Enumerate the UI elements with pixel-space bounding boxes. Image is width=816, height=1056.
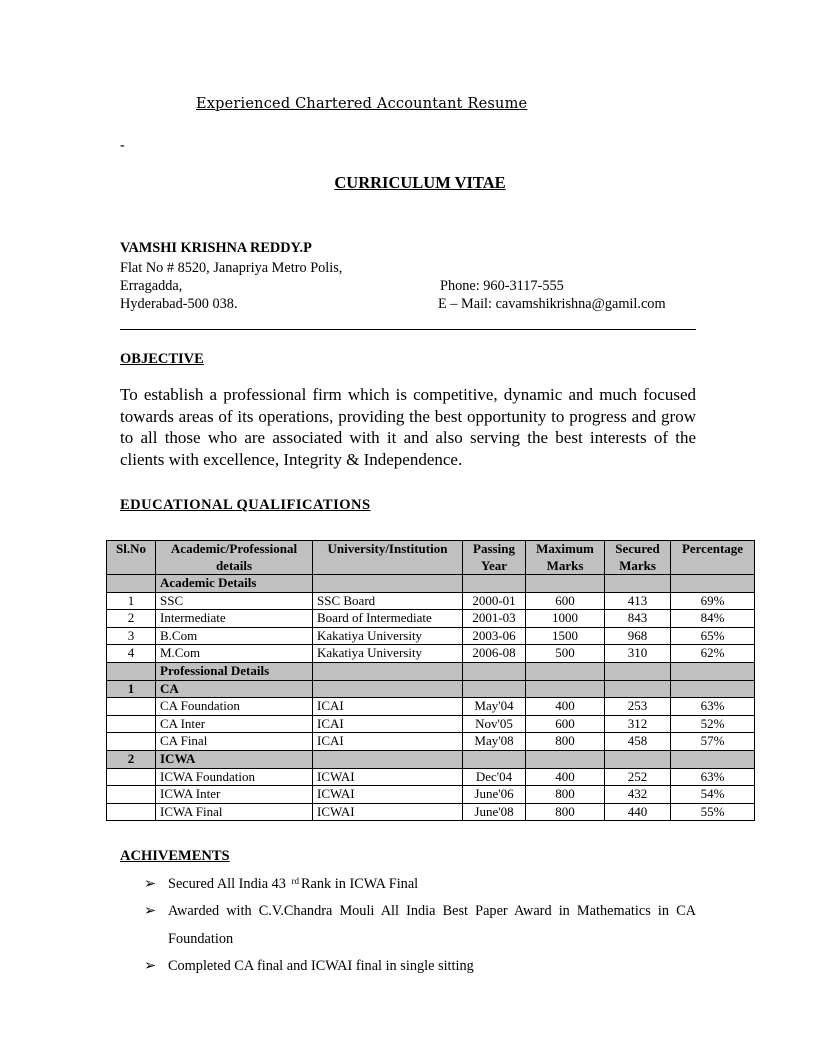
table-cell: 2 (107, 750, 156, 768)
phone-number: Phone: 960-3117-555 (440, 278, 564, 294)
column-header: Academic/Professional details (156, 541, 313, 575)
table-cell: 500 (526, 645, 605, 663)
table-cell (526, 680, 605, 698)
candidate-name: VAMSHI KRISHNA REDDY.P (120, 240, 312, 256)
arrow-bullet-icon: ➢ (144, 958, 156, 974)
table-cell: 55% (671, 803, 755, 821)
column-header: Passing Year (463, 541, 526, 575)
table-cell: 458 (605, 733, 671, 751)
table-cell: Academic Details (156, 575, 313, 593)
table-cell: 253 (605, 698, 671, 716)
table-row (107, 768, 755, 786)
table-cell: ICWAI (313, 786, 463, 804)
table-cell (463, 662, 526, 680)
address-line-1: Flat No # 8520, Janapriya Metro Polis, (120, 260, 343, 276)
table-cell (313, 575, 463, 593)
table-cell: 2000-01 (463, 592, 526, 610)
table-cell (313, 662, 463, 680)
table-cell: Nov'05 (463, 715, 526, 733)
table-row (107, 786, 755, 804)
table-cell: ICWA Final (156, 803, 313, 821)
table-cell: ICWAI (313, 768, 463, 786)
table-row (107, 715, 755, 733)
table-cell (526, 575, 605, 593)
table-row (107, 733, 755, 751)
table-cell (463, 680, 526, 698)
table-cell: 52% (671, 715, 755, 733)
table-cell: 2 (107, 610, 156, 628)
table-cell: CA Inter (156, 715, 313, 733)
table-cell: ICAI (313, 698, 463, 716)
table-cell: May'08 (463, 733, 526, 751)
table-cell: 800 (526, 733, 605, 751)
table-cell (313, 750, 463, 768)
column-header: University/Institution (313, 541, 463, 575)
address-line-3: Hyderabad-500 038. (120, 296, 238, 312)
objective-text: To establish a professional firm which is competitive, dynamic and much focused towards areas of its operations, providing the best opportunity to progress and grow to all those who are associated with it and also serving the best interests of the clients with excellence, Integrity & Independence. (120, 385, 696, 469)
table-cell (605, 575, 671, 593)
table-cell: 2001-03 (463, 610, 526, 628)
table-cell (463, 750, 526, 768)
column-header: Percentage (671, 541, 755, 575)
table-cell (107, 662, 156, 680)
header-divider (120, 329, 696, 330)
table-cell: 413 (605, 592, 671, 610)
table-row (107, 610, 755, 628)
table-cell: 1000 (526, 610, 605, 628)
table-cell: 252 (605, 768, 671, 786)
table-cell: 312 (605, 715, 671, 733)
table-cell (671, 662, 755, 680)
table-cell: ICWA Inter (156, 786, 313, 804)
table-cell: 57% (671, 733, 755, 751)
table-cell (107, 698, 156, 716)
table-group-row (107, 662, 755, 680)
table-cell: 843 (605, 610, 671, 628)
table-cell (671, 750, 755, 768)
table-row (107, 645, 755, 663)
table-cell: ICWAI (313, 803, 463, 821)
table-cell: 69% (671, 592, 755, 610)
table-cell: 3 (107, 627, 156, 645)
table-cell: Dec'04 (463, 768, 526, 786)
table-cell: May'04 (463, 698, 526, 716)
table-cell: 65% (671, 627, 755, 645)
table-cell: 2006-08 (463, 645, 526, 663)
arrow-bullet-icon: ➢ (144, 903, 156, 919)
table-cell (671, 680, 755, 698)
achievements-heading: ACHIVEMENTS (120, 848, 230, 864)
table-cell: 400 (526, 698, 605, 716)
table-cell: 63% (671, 698, 755, 716)
table-cell: 800 (526, 786, 605, 804)
table-cell: 63% (671, 768, 755, 786)
table-row (107, 698, 755, 716)
dash-mark: - (120, 138, 125, 153)
table-cell (605, 750, 671, 768)
table-cell: SSC (156, 592, 313, 610)
table-cell: SSC Board (313, 592, 463, 610)
table-row (107, 627, 755, 645)
document-title: Experienced Chartered Accountant Resume (196, 96, 528, 112)
table-cell: ICAI (313, 715, 463, 733)
education-table (106, 540, 755, 821)
ordinal-suffix: rd (291, 876, 299, 886)
table-cell (605, 662, 671, 680)
table-cell: 54% (671, 786, 755, 804)
table-cell: 400 (526, 768, 605, 786)
table-cell: CA Foundation (156, 698, 313, 716)
table-cell: 4 (107, 645, 156, 663)
table-cell: Kakatiya University (313, 627, 463, 645)
table-group-row (107, 680, 755, 698)
table-cell (107, 575, 156, 593)
table-cell: 1500 (526, 627, 605, 645)
table-cell (605, 680, 671, 698)
table-cell: June'08 (463, 803, 526, 821)
address-line-2: Erragadda, (120, 278, 183, 294)
table-row (107, 592, 755, 610)
table-header-row (107, 541, 755, 575)
table-cell (313, 680, 463, 698)
table-cell (107, 768, 156, 786)
table-cell: Kakatiya University (313, 645, 463, 663)
table-row (107, 803, 755, 821)
table-cell: 1 (107, 680, 156, 698)
table-cell (463, 575, 526, 593)
table-cell (526, 750, 605, 768)
arrow-bullet-icon: ➢ (144, 876, 156, 892)
table-group-row (107, 750, 755, 768)
table-cell: 2003-06 (463, 627, 526, 645)
table-cell: ICAI (313, 733, 463, 751)
table-cell (671, 575, 755, 593)
table-cell: ICWA (156, 750, 313, 768)
table-cell: 600 (526, 715, 605, 733)
table-cell: B.Com (156, 627, 313, 645)
table-group-row (107, 575, 755, 593)
table-cell: 1 (107, 592, 156, 610)
cv-heading: CURRICULUM VITAE (334, 173, 506, 192)
table-cell (107, 786, 156, 804)
objective-heading: OBJECTIVE (120, 351, 204, 367)
table-cell: Professional Details (156, 662, 313, 680)
table-cell: 432 (605, 786, 671, 804)
table-cell: CA (156, 680, 313, 698)
table-cell: 440 (605, 803, 671, 821)
table-cell: M.Com (156, 645, 313, 663)
table-cell: Intermediate (156, 610, 313, 628)
table-cell: CA Final (156, 733, 313, 751)
table-cell: June'06 (463, 786, 526, 804)
table-cell (107, 733, 156, 751)
column-header: Maximum Marks (526, 541, 605, 575)
education-heading: EDUCATIONAL QUALIFICATIONS (120, 497, 371, 513)
table-cell: 600 (526, 592, 605, 610)
table-cell: ICWA Foundation (156, 768, 313, 786)
table-cell: 62% (671, 645, 755, 663)
table-cell (107, 803, 156, 821)
table-cell (107, 715, 156, 733)
table-cell: 800 (526, 803, 605, 821)
table-cell: Board of Intermediate (313, 610, 463, 628)
table-cell: 310 (605, 645, 671, 663)
table-cell: 968 (605, 627, 671, 645)
column-header: Sl.No (107, 541, 156, 575)
table-cell: 84% (671, 610, 755, 628)
column-header: Secured Marks (605, 541, 671, 575)
table-cell (526, 662, 605, 680)
email-address: E – Mail: cavamshikrishna@gamil.com (438, 296, 666, 312)
